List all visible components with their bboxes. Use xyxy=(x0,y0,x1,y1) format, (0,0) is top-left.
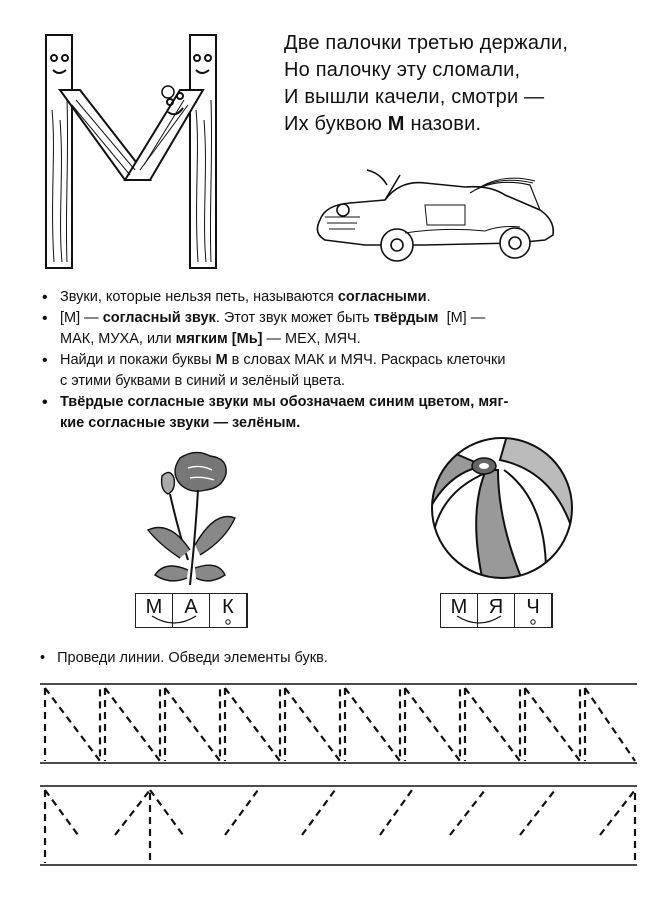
rule-2: • [М] — согласный звук. Этот звук может быть твёрдым [М] — МАК, МУХА, или мягким [Мь] — МЕХ, МЯЧ. xyxy=(40,308,640,350)
consonant-mark xyxy=(224,618,232,626)
rules-list xyxy=(40,287,640,434)
consonant-mark xyxy=(529,618,537,626)
letter-cell[interactable]: Я xyxy=(478,594,515,627)
poem xyxy=(284,30,568,138)
poem-line-3: И вышли качели, смотри — xyxy=(284,86,545,108)
poppy-illustration xyxy=(140,450,240,590)
task-instruction: • Проведи линии. Обведи элементы букв. xyxy=(40,650,328,666)
letter-cell[interactable]: Ч xyxy=(515,594,552,627)
poem-line-4: Их буквою М назови. xyxy=(284,113,482,135)
poem-line-1: Две палочки третью держали, xyxy=(284,32,569,54)
letter-cell[interactable]: М xyxy=(136,594,173,627)
ball-illustration xyxy=(428,432,576,582)
letter-cell[interactable]: К xyxy=(210,594,247,627)
tracing-row-1[interactable] xyxy=(40,683,640,765)
word-myach-scheme xyxy=(440,593,553,628)
tracing-row-2[interactable] xyxy=(40,785,640,867)
letter-cell[interactable]: М xyxy=(441,594,478,627)
syllable-arc xyxy=(150,614,198,626)
rule-1: • Звуки, которые нельзя петь, называются согласными. xyxy=(40,287,640,308)
syllable-arc xyxy=(455,614,503,626)
rule-3: • Найди и покажи буквы М в словах МАК и МЯЧ. Раскрась клеточки с этими буквами в синий и зелёный цвета. xyxy=(40,350,640,392)
word-mak-scheme xyxy=(135,593,248,628)
letter-cell[interactable]: А xyxy=(173,594,210,627)
car-illustration xyxy=(305,165,560,265)
letter-m-illustration xyxy=(40,30,225,275)
rule-4: • Твёрдые согласные звуки мы обозначаем синим цветом, мяг- кие согласные звуки — зелёным. xyxy=(40,392,640,434)
poem-line-2: Но палочку эту сломали, xyxy=(284,59,521,81)
